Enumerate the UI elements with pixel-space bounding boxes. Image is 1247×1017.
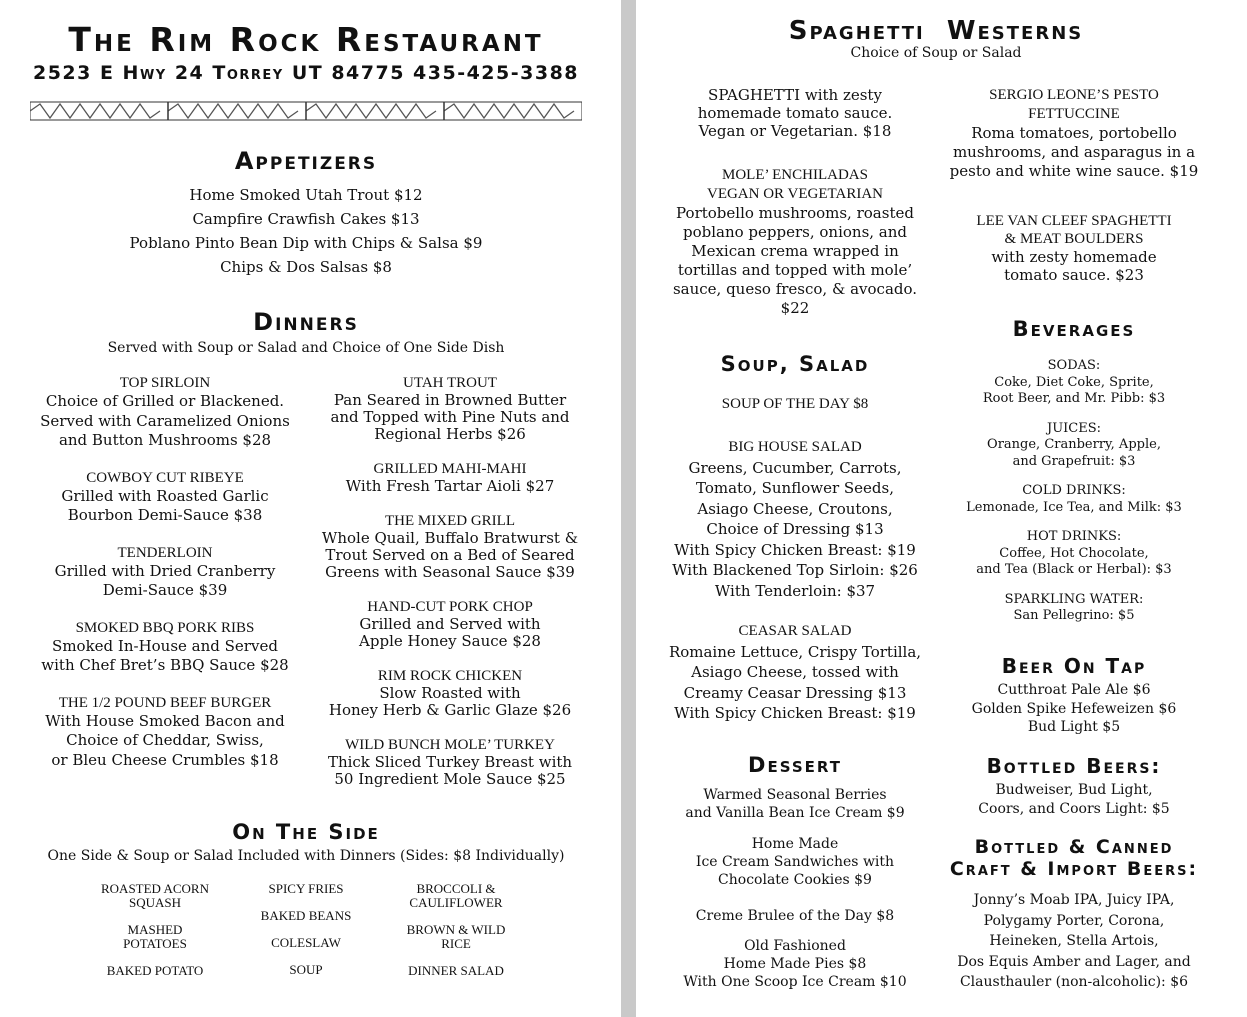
line: homemade tomato sauce. xyxy=(697,104,893,122)
appetizers-heading: Appetizers xyxy=(234,147,378,175)
line: Portobello mushrooms, roasted xyxy=(676,204,914,222)
bottled-beers-heading: Bottled Beers: xyxy=(986,754,1162,778)
line: with zesty homemade xyxy=(991,248,1157,266)
dinner-item-description: Apple Honey Sauce $28 xyxy=(359,632,541,650)
list-item xyxy=(660,937,930,991)
line: and Vanilla Bean Ice Cream $9 xyxy=(685,805,905,821)
dinner-item-description: and Topped with Pine Nuts and xyxy=(330,408,570,426)
lee-van-cleef-item xyxy=(942,212,1206,284)
craft-beers-heading xyxy=(932,836,1216,880)
dinner-item-title: COWBOY CUT RIBEYE xyxy=(86,469,244,486)
line: Romaine Lettuce, Crispy Tortilla, xyxy=(668,642,922,661)
line: Craft & Import Beers: xyxy=(949,858,1199,880)
line: VEGAN OR VEGETARIAN xyxy=(706,186,883,202)
line: Bottled & Canned xyxy=(974,836,1174,858)
dinner-item-title: TENDERLOIN xyxy=(117,544,213,561)
line: BIG HOUSE SALAD xyxy=(728,439,862,455)
line: Budweiser, Bud Light, xyxy=(995,782,1153,798)
dinner-item-description: 50 Ingredient Mole Sauce $25 xyxy=(334,770,566,788)
list-item: BROWN & WILD RICE xyxy=(406,922,506,951)
dinner-item-title: UTAH TROUT xyxy=(403,375,497,391)
line: SERGIO LEONE’S PESTO xyxy=(989,87,1159,103)
list-item: BAKED BEANS xyxy=(260,908,352,923)
line: Orange, Cranberry, Apple, xyxy=(987,437,1161,452)
list-item xyxy=(660,907,930,925)
dinner-item-title: THE 1/2 POUND BEEF BURGER xyxy=(58,694,272,711)
sides-col-1 xyxy=(80,882,230,978)
list-item xyxy=(660,786,930,822)
line: Home Made xyxy=(751,836,839,852)
line: FETTUCCINE xyxy=(1028,106,1120,122)
decorative-border xyxy=(30,100,582,122)
dinner-item-description: Served with Caramelized Onions xyxy=(40,411,290,430)
dinner-item-description: Regional Herbs $26 xyxy=(374,425,526,443)
line: $22 xyxy=(780,299,810,317)
line: tomato sauce. $23 xyxy=(1004,266,1144,284)
sides-subtitle: One Side & Soup or Salad Included with Dinners (Sides: $8 Individually) xyxy=(47,848,565,864)
dinner-item-description: With Fresh Tartar Aioli $27 xyxy=(345,477,555,495)
mole-enchiladas-item xyxy=(660,166,930,318)
dinner-item-description: Honey Herb & Garlic Glaze $26 xyxy=(328,701,572,719)
line: With Spicy Chicken Breast: $19 xyxy=(674,704,916,722)
line: Coors, and Coors Light: $5 xyxy=(978,801,1170,817)
line: Bud Light $5 xyxy=(1027,719,1121,735)
sides-col-2 xyxy=(231,882,381,977)
list-item: SOUP xyxy=(289,962,323,977)
line: Roma tomatoes, portobello xyxy=(971,124,1177,142)
line: With Spicy Chicken Breast: $19 xyxy=(674,540,916,559)
dinner-item-description: Trout Served on a Bed of Seared xyxy=(325,546,575,564)
list-item: DINNER SALAD xyxy=(408,963,504,978)
line: SPAGHETTI with zesty xyxy=(708,86,882,104)
dinner-item-description: with Chef Bret’s BBQ Sauce $28 xyxy=(41,656,289,674)
list-item xyxy=(942,483,1206,516)
dinner-item-description: Smoked In-House and Served xyxy=(52,636,278,655)
line: Ice Cream Sandwiches with xyxy=(695,854,895,870)
list-item: COLESLAW xyxy=(271,935,341,950)
list-item: BROCCOLI & CAULIFLOWER xyxy=(409,881,503,910)
line: & MEAT BOULDERS xyxy=(1004,231,1144,247)
dinners-right-column xyxy=(312,375,588,806)
appetizers-list xyxy=(0,187,612,283)
beer-on-tap-heading: Beer On Tap xyxy=(1001,654,1147,678)
beverages-heading: Beverages xyxy=(1012,317,1136,341)
line: Vegan or Vegetarian. $18 xyxy=(698,122,892,140)
line: Coffee, Hot Chocolate, xyxy=(999,545,1149,561)
list-item: BAKED POTATO xyxy=(106,963,204,978)
dinner-item-description: and Button Mushrooms $28 xyxy=(58,431,272,449)
dinner-item-description: Choice of Grilled or Blackened. xyxy=(45,392,285,410)
line: HOT DRINKS: xyxy=(1026,529,1122,544)
line: Warmed Seasonal Berries xyxy=(703,787,887,803)
beer-on-tap-list xyxy=(942,681,1206,737)
pesto-fettuccine-item xyxy=(942,86,1206,181)
dinner-item-description: Whole Quail, Buffalo Bratwurst & xyxy=(321,529,579,547)
big-house-salad-item xyxy=(660,437,930,601)
line: COLD DRINKS: xyxy=(1022,483,1126,498)
list-item xyxy=(942,529,1206,579)
line: tortillas and topped with mole’ xyxy=(677,261,913,279)
dinner-item-title: WILD BUNCH MOLE’ TURKEY xyxy=(345,737,555,753)
list-item xyxy=(942,592,1206,625)
soup-of-the-day: SOUP OF THE DAY $8 xyxy=(721,396,869,412)
bottled-beers-list xyxy=(942,781,1206,819)
dinner-item-description: With House Smoked Bacon and xyxy=(45,711,285,730)
line: Cutthroat Pale Ale $6 xyxy=(997,682,1151,698)
dinners-left-column xyxy=(30,375,300,789)
line: Creamy Ceasar Dressing $13 xyxy=(683,683,907,702)
dinners-subtitle: Served with Soup or Salad and Choice of One Side Dish xyxy=(107,340,505,356)
line: pesto and white wine sauce. $19 xyxy=(949,162,1199,180)
sides-heading: On The Side xyxy=(232,820,380,844)
list-item xyxy=(942,358,1206,408)
dinner-item-title: THE MIXED GRILL xyxy=(385,513,515,529)
dinner-item-description: or Bleu Cheese Crumbles $18 xyxy=(51,750,279,769)
line: Lemonade, Ice Tea, and Milk: $3 xyxy=(966,499,1182,515)
restaurant-name: The Rim Rock Restaurant xyxy=(68,20,544,59)
dinner-item-title: SMOKED BBQ PORK RIBS xyxy=(75,619,255,636)
dinner-item-description: Demi-Sauce $39 xyxy=(102,581,228,599)
dinner-item xyxy=(312,375,588,443)
list-item xyxy=(660,835,930,889)
dinner-item-title: GRILLED MAHI-MAHI xyxy=(373,461,527,477)
list-item: Chips & Dos Salsas $8 xyxy=(220,258,392,276)
dessert-heading: Dessert xyxy=(748,753,842,777)
line: With Blackened Top Sirloin: $26 xyxy=(672,561,918,579)
list-item: Campfire Crawfish Cakes $13 xyxy=(192,210,420,228)
dinner-item xyxy=(30,545,300,601)
line: MOLE’ ENCHILADAS xyxy=(722,167,868,183)
line: poblano peppers, onions, and xyxy=(682,223,908,241)
dinner-item xyxy=(30,470,300,526)
dinner-item xyxy=(30,375,300,451)
line: Coke, Diet Coke, Sprite, xyxy=(994,374,1154,390)
list-item: SPICY FRIES xyxy=(268,881,344,896)
line: Heineken, Stella Artois, xyxy=(989,933,1159,949)
dinner-item-description: Thick Sliced Turkey Breast with xyxy=(327,753,573,771)
line: Mexican crema wrapped in xyxy=(691,242,899,260)
line: Clausthauler (non-alcoholic): $6 xyxy=(959,974,1189,990)
caesar-salad-item xyxy=(660,621,930,724)
line: Greens, Cucumber, Carrots, xyxy=(688,458,902,477)
sides-col-3 xyxy=(381,882,531,978)
dinner-item-title: HAND-CUT PORK CHOP xyxy=(367,599,533,615)
dinner-item-description: Slow Roasted with xyxy=(379,684,521,702)
line: Old Fashioned xyxy=(744,938,846,954)
list-item: Home Smoked Utah Trout $12 xyxy=(189,186,423,204)
line: Jonny’s Moab IPA, Juicy IPA, xyxy=(973,892,1175,908)
spaghetti-heading: Spaghetti Westerns xyxy=(788,16,1084,46)
list-item: MASHED POTATOES xyxy=(123,922,187,951)
line: SPARKLING WATER: xyxy=(1004,591,1144,607)
dinner-item-title: TOP SIRLOIN xyxy=(119,375,211,391)
line: Creme Brulee of the Day $8 xyxy=(695,908,895,924)
dinner-item xyxy=(312,599,588,650)
soup-salad-heading: Soup, Salad xyxy=(720,352,870,376)
dinner-item-description: Choice of Cheddar, Swiss, xyxy=(66,731,264,749)
line: JUICES: xyxy=(1046,420,1102,436)
list-item: ROASTED ACORN SQUASH xyxy=(101,881,209,910)
line: Golden Spike Hefeweizen $6 xyxy=(971,700,1177,717)
dinner-item-description: Pan Seared in Browned Butter xyxy=(333,391,567,409)
line: Dos Equis Amber and Lager, and xyxy=(957,953,1191,970)
dinner-item-description: Grilled with Dried Cranberry xyxy=(54,561,276,580)
dinner-item-description: Grilled and Served with xyxy=(359,615,541,633)
dinner-item xyxy=(30,695,300,771)
restaurant-address: 2523 E Hwy 24 Torrey UT 84775 435-425-3388 xyxy=(32,62,580,84)
dessert-list xyxy=(660,786,930,991)
list-item: Poblano Pinto Bean Dip with Chips & Salsa $9 xyxy=(129,234,483,252)
line: CEASAR SALAD xyxy=(738,623,852,639)
line: Home Made Pies $8 xyxy=(723,956,867,972)
dinner-item xyxy=(312,668,588,719)
dinner-item xyxy=(312,513,588,581)
dinners-heading: Dinners xyxy=(253,308,359,336)
line: Chocolate Cookies $9 xyxy=(718,872,872,888)
spaghetti-subtitle: Choice of Soup or Salad xyxy=(850,45,1022,61)
line: With Tenderloin: $37 xyxy=(714,581,876,600)
line: SODAS: xyxy=(1047,358,1101,373)
craft-beers-list xyxy=(932,890,1216,993)
line: sauce, queso fresco, & avocado. xyxy=(672,280,918,298)
line: and Tea (Black or Herbal): $3 xyxy=(976,562,1172,577)
line: and Grapefruit: $3 xyxy=(1012,453,1136,469)
list-item xyxy=(942,421,1206,471)
line: With One Scoop Ice Cream $10 xyxy=(683,974,907,990)
line: Asiago Cheese, Croutons, xyxy=(697,499,893,518)
dinner-item-description: Greens with Seasonal Sauce $39 xyxy=(325,563,575,581)
spaghetti-item xyxy=(660,86,930,140)
dinner-item-description: Bourbon Demi-Sauce $38 xyxy=(67,506,263,524)
line: Root Beer, and Mr. Pibb: $3 xyxy=(982,391,1166,406)
line: Polygamy Porter, Corona, xyxy=(983,912,1165,929)
line: LEE VAN CLEEF SPAGHETTI xyxy=(976,213,1172,229)
right-menu-page xyxy=(636,0,1247,1017)
left-menu-page xyxy=(0,0,621,1017)
line: San Pellegrino: $5 xyxy=(1013,608,1135,623)
line: Choice of Dressing $13 xyxy=(706,520,884,538)
dinner-item xyxy=(312,737,588,788)
dinner-item xyxy=(30,620,300,676)
dinner-item-description: Grilled with Roasted Garlic xyxy=(61,486,269,505)
dinner-item xyxy=(312,461,588,495)
dinner-item-title: RIM ROCK CHICKEN xyxy=(377,668,523,684)
line: Asiago Cheese, tossed with xyxy=(691,663,899,681)
line: mushrooms, and asparagus in a xyxy=(952,143,1196,161)
beverages-list xyxy=(942,358,1206,625)
line: Tomato, Sunflower Seeds, xyxy=(695,479,895,497)
